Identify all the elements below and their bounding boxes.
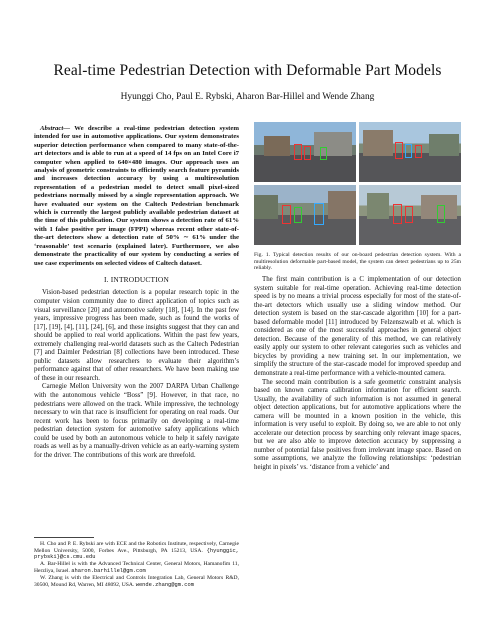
contribution-paragraph-1: The first main contribution is a C implementation of our detection system suitable for real-time operation. Achieving real-time detection speed is by no means a trivial process especially for most of the state-of-the-art detectors which usually use a sliding window method. Our detection system is based on the star-cascade algorithm [10] for a part-based deformable model [11] introduced by Felzenszwalb et al. which is considered as one of the most successful approaches in general object detection. Because of the generality of this method, we can relatively easily apply our system to other relevant categories such as vehicles and bicycles by providing a new training set. In our implementation, we simplify the structure of the star-cascade model for improved speedup and demonstrate a real-time performance with a vehicle-mounted camera. (254, 276, 461, 378)
intro-paragraph-1: Vision-based pedestrian detection is a popular research topic in the computer vision community due to direct application of topics such as visual surveillance [20] and automotive safety [18], [14]. In the past few years, impressive progress has been made, such as found the works of [17], [19], [4], [11], [24], [6], and these insights suggest that they can and should be applied to real world applications. Within the past few years, extremely challenging real-world datasets such as the Caltech Pedestrian [7] and Daimler Pedestrian [8] collections have been introduced. These public datasets allow researchers to evaluate their algorithm’s performance against that of other researchers. We have been making use of these in our research. (34, 289, 239, 382)
footnote-gm-warren (34, 575, 239, 588)
footnote-rule (34, 537, 94, 538)
right-column-text (254, 276, 461, 473)
detection-photo-2 (359, 122, 461, 182)
author-footnotes (34, 537, 239, 589)
paper-title: Real-time Pedestrian Detection with Deformable Part Models (53, 62, 442, 79)
abstract-label: Abstract (40, 125, 64, 132)
left-column (34, 125, 239, 460)
detection-photo-3 (254, 185, 356, 245)
author-list: Hyunggi Cho, Paul E. Rybski, Aharon Bar-Hillel and Wende Zhang (120, 92, 375, 102)
footnote-gm-warren-email: wende.zhang@gm.com (135, 581, 194, 588)
contribution-paragraph-2: The second main contribution is a safe geometric constraint analysis based on known camera calibration information for efficient search. Usually, the availability of such information is not assumed in general object detection applications, but for automotive applications where the camera will be mounted in a known position in the vehicle, this information is very useful to exploit. By doing so, we are able to not only accelerate our detection process by searching only relevant image spaces, but we are also able to improve detection accuracy by suppressing a number of potential false positives from irrelevant image space. Based on some assumptions, we analyze the following relationships: ‘pedestrian height in pixels’ vs. ‘distance from a vehicle’ and (254, 378, 461, 472)
detection-photo-4 (359, 185, 461, 245)
footnote-gm-israel-email: aharon.barhillel@gm.com (71, 567, 146, 574)
footnote-gm-warren-text: W. Zhang is with the Electrical and Controls Integration Lab, General Motors R&D, 30500, Mound Rd, Warren, MI 48092, USA. (34, 574, 239, 588)
footnote-cmu-email: {hyunggic, prybski}@cs.cmu.edu (34, 547, 239, 561)
footnote-gm-israel-text: A. Bar-Hillel is with the Advanced Technical Center, General Motors, Hamanofim 11, Herzliya, Israel. (34, 561, 239, 574)
intro-paragraph-2: Carnegie Mellon University won the 2007 DARPA Urban Challenge with the autonomous vehicle “Boss” [9]. However, in that race, no pedestrians were allowed on the track. While impressive, the technology necessary to win that race is insufficient for operating on real roads. Our recent work has been to focus primarily on developing a real-time pedestrian detection system for automotive safety applications which could be used by both an autonomous vehicle to help it safely navigate roads as well as by a manually-driven vehicle as an early-warning system for the driver. The contributions of this work are threefold. (34, 383, 239, 459)
detection-photo-1 (254, 122, 356, 182)
footnote-gm-israel (34, 561, 239, 574)
section-heading-introduction: I. INTRODUCTION (104, 274, 169, 284)
abstract-text: — We describe a real-time pedestrian detection system intended for use in automotive applications. Our system demonstrates superior detection performance when compared to many state-of-the-art detectors and is able to run at a speed of 14 fps on an Intel Core i7 computer when applied to 640×480 images. Our approach uses an analysis of geometric constraints to efficiently search feature pyramids and increases detection accuracy by using a multiresolution representation of a pedestrian model to detect small pixel-sized pedestrians normally missed by a single representation approach. We have evaluated our system on the Caltech Pedestrian benchmark which is currently the largest publicly available pedestrian dataset at the time of this publication. Our system shows a detection rate of 61% with 1 false positive per image (FPPI) whereas recent other state-of-the-art detectors show a detection rate of 50% ∼ 61% under the ‘reasonable’ test scenario (explained later). Furthermore, we also demonstrate the practicality of our system by conducting a series of use case experiments on selected videos of Caltech dataset. (34, 125, 239, 267)
footnote-cmu (34, 541, 239, 561)
figure-caption: Fig. 1. Typical detection results of our on-board pedestrian detection system. With a multiresolution deformable part-based model, the system can detect pedestrians up to 25m reliably. (254, 252, 461, 272)
abstract (34, 125, 239, 268)
figure-detection-results (254, 122, 461, 246)
footnote-cmu-text: H. Cho and P. E. Rybski are with ECE and the Robotics Institute, respectively, Carnegie Mellon University, 5000, Forbes Ave., Pittsburgh, PA 15213, USA. (34, 541, 239, 554)
